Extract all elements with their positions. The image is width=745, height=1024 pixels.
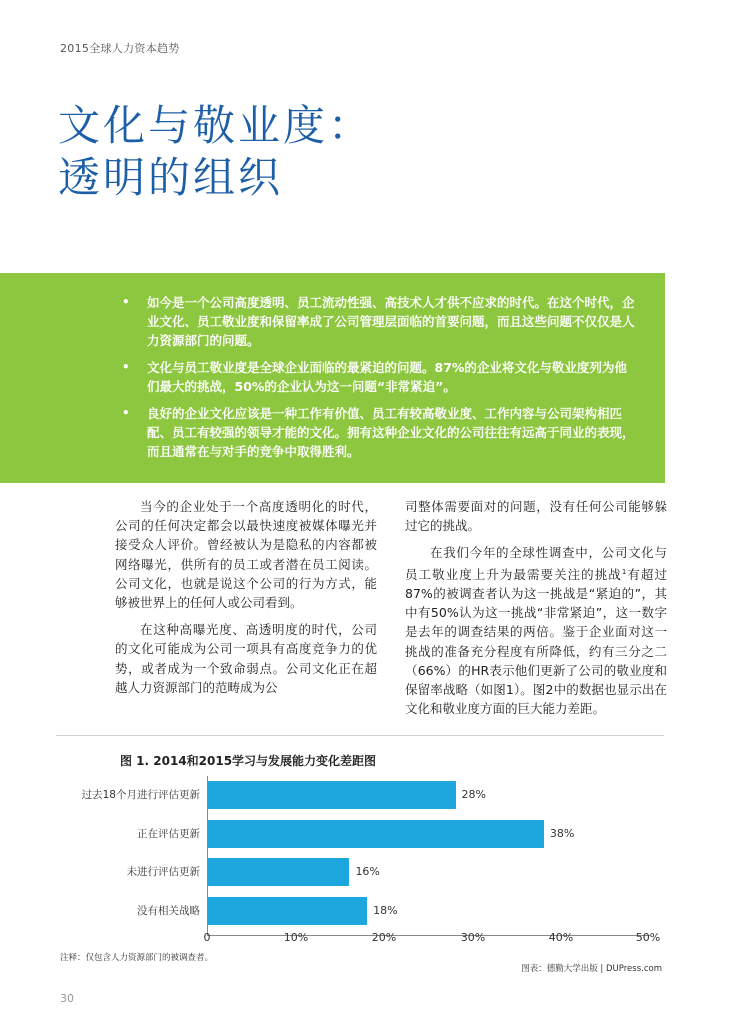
bar-value: 16%	[355, 865, 380, 878]
bar-value: 28%	[461, 788, 486, 801]
running-head: 2015全球人力资本趋势	[60, 42, 180, 55]
bullet-icon: •	[122, 360, 130, 374]
highlight-item	[115, 293, 637, 350]
body-paragraph: 当今的企业处于一个高度透明化的时代，公司的任何决定都会以最快速度被媒体曝光并接受众人评价。曾经被认为是隐私的内容都被网络曝光，供所有的员工或者潜在员工阅读。公司文化，也就是说这个公司的行为方式，能够被世界上的任何人或公司看到。	[115, 499, 377, 611]
bar-value: 18%	[373, 904, 398, 917]
body-paragraph: 在这种高曝光度、高透明度的时代，公司的文化可能成为公司一项具有高度竞争力的优势，或者成为一个致命弱点。公司文化正在超越人力资源部门的范畴成为公	[115, 622, 377, 695]
body-column-left	[115, 497, 377, 705]
highlight-text: 如今是一个公司高度透明、员工流动性强、高技术人才供不应求的时代。在这个时代，企业文化、员工敬业度和保留率成了公司管理层面临的首要问题，而且这些问题不仅仅是人力资源部门的问题。	[147, 295, 635, 348]
highlights-box	[0, 273, 665, 483]
x-tick: 0	[203, 931, 211, 944]
section-divider	[56, 735, 664, 736]
bar-label: 过去18个月进行评估更新	[81, 789, 200, 801]
bar-value: 38%	[549, 827, 575, 840]
highlight-item	[115, 358, 637, 396]
bar-chart	[0, 770, 745, 950]
bar-row	[0, 820, 745, 848]
bar-row	[0, 781, 745, 809]
x-tick: 10%	[283, 931, 309, 944]
body-text: 在我们今年的全球性调查中，公司文化与员工敬业度上升为最需要关注的挑战	[405, 545, 667, 582]
highlight-text: 文化与员工敬业度是全球企业面临的最紧迫的问题。87%的企业将文化与敬业度列为他们最大的挑战，50%的企业认为这一问题“非常紧迫”。	[147, 360, 627, 394]
body-paragraph: 司整体需要面对的问题，没有任何公司能够躲过它的挑战。	[405, 499, 667, 534]
bar-label: 未进行评估更新	[126, 866, 200, 878]
bar-row	[0, 897, 745, 925]
highlights-list	[0, 273, 665, 461]
bar-label: 正在评估更新	[137, 828, 200, 840]
page-number: 30	[60, 992, 74, 1005]
title-line-1: 文化与敬业度：	[58, 101, 374, 150]
bar	[208, 858, 349, 886]
x-tick: 40%	[548, 931, 574, 944]
bar-label: 没有相关战略	[137, 905, 200, 917]
bullet-icon: •	[122, 295, 130, 309]
page-title	[58, 100, 373, 204]
bullet-icon: •	[122, 406, 130, 420]
highlight-item	[115, 404, 637, 461]
bar-row	[0, 858, 745, 886]
x-axis	[207, 935, 650, 936]
body-text: 有超过87%的被调查者认为这一挑战是“紧迫的”，其中有50%认为这一挑战“非常紧迫”，这一数字是去年的调查结果的两倍。鉴于企业面对这一挑战的准备充分程度有所降低，约有三分之二（66%）的HR表示他们更新了公司的敬业度和保留率战略（如图1）。图2中的数据也显示出在文化和敬业度方面的巨大能力差距。	[405, 566, 667, 717]
x-tick: 20%	[371, 931, 397, 944]
chart-source: 图表：德勤大学出版 | DUPress.com	[521, 964, 662, 974]
x-tick: 30%	[460, 931, 486, 944]
footnote-ref: 1	[621, 567, 627, 576]
bar	[208, 820, 544, 848]
chart-title: 图 1. 2014和2015学习与发展能力变化差距图	[120, 754, 377, 768]
body-column-right	[405, 497, 667, 726]
body-paragraph	[405, 543, 667, 718]
x-tick: 50%	[635, 931, 661, 944]
highlight-text: 良好的企业文化应该是一种工作有价值、员工有较高敬业度、工作内容与公司架构相匹配、员工有较强的领导才能的文化。拥有这种企业文化的公司往往有远高于同业的表现，而且通常在与对手的竞争中取得胜利。	[147, 406, 635, 459]
bar	[208, 897, 367, 925]
title-line-2: 透明的组织	[58, 153, 284, 202]
bar	[208, 781, 456, 809]
chart-footnote: 注释：仅包含人力资源部门的被调查者。	[60, 953, 214, 963]
